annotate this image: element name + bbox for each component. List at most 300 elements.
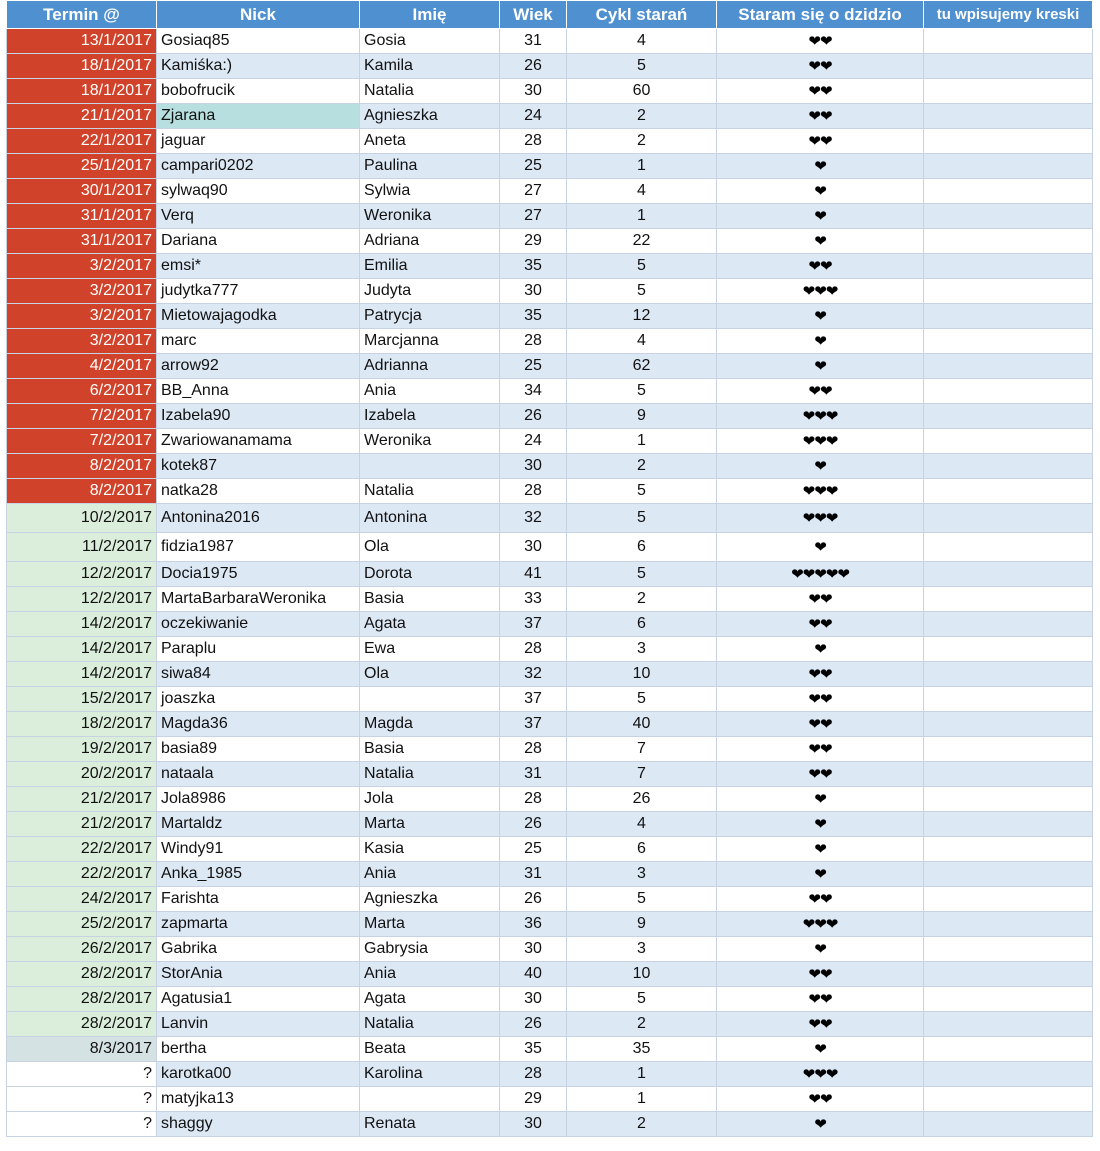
kreski-cell[interactable] xyxy=(924,229,1093,254)
imie-cell[interactable]: Aneta xyxy=(360,129,500,154)
imie-cell[interactable]: Gabrysia xyxy=(360,937,500,962)
wiek-cell[interactable]: 29 xyxy=(500,229,567,254)
wiek-cell[interactable]: 35 xyxy=(500,1037,567,1062)
cykl-cell[interactable]: 7 xyxy=(567,737,717,762)
header-nick[interactable]: Nick xyxy=(157,1,360,29)
imie-cell[interactable]: Ania xyxy=(360,962,500,987)
termin-cell[interactable]: 21/2/2017 xyxy=(7,787,157,812)
hearts-cell[interactable]: ❤❤ xyxy=(717,1087,924,1112)
imie-cell[interactable]: Karolina xyxy=(360,1062,500,1087)
nick-cell[interactable]: marc xyxy=(157,329,360,354)
termin-cell[interactable]: 7/2/2017 xyxy=(7,404,157,429)
kreski-cell[interactable] xyxy=(924,129,1093,154)
termin-cell[interactable]: 12/2/2017 xyxy=(7,562,157,587)
termin-cell[interactable]: 31/1/2017 xyxy=(7,229,157,254)
hearts-cell[interactable]: ❤❤❤ xyxy=(717,279,924,304)
cykl-cell[interactable]: 9 xyxy=(567,912,717,937)
nick-cell[interactable]: Kamiśka:) xyxy=(157,54,360,79)
imie-cell[interactable]: Kasia xyxy=(360,837,500,862)
wiek-cell[interactable]: 32 xyxy=(500,504,567,533)
wiek-cell[interactable]: 28 xyxy=(500,329,567,354)
cykl-cell[interactable]: 5 xyxy=(567,379,717,404)
kreski-cell[interactable] xyxy=(924,612,1093,637)
nick-cell[interactable]: Gosiaq85 xyxy=(157,29,360,54)
cykl-cell[interactable]: 35 xyxy=(567,1037,717,1062)
cykl-cell[interactable]: 4 xyxy=(567,29,717,54)
cykl-cell[interactable]: 6 xyxy=(567,837,717,862)
kreski-cell[interactable] xyxy=(924,1062,1093,1087)
kreski-cell[interactable] xyxy=(924,79,1093,104)
termin-cell[interactable]: 6/2/2017 xyxy=(7,379,157,404)
hearts-cell[interactable]: ❤ xyxy=(717,354,924,379)
kreski-cell[interactable] xyxy=(924,812,1093,837)
nick-cell[interactable]: Zwariowanamama xyxy=(157,429,360,454)
hearts-cell[interactable]: ❤ xyxy=(717,204,924,229)
cykl-cell[interactable]: 5 xyxy=(567,54,717,79)
wiek-cell[interactable]: 26 xyxy=(500,887,567,912)
imie-cell[interactable]: Adriana xyxy=(360,229,500,254)
kreski-cell[interactable] xyxy=(924,862,1093,887)
termin-cell[interactable]: ? xyxy=(7,1087,157,1112)
header-termin[interactable]: Termin @ xyxy=(7,1,157,29)
cykl-cell[interactable]: 3 xyxy=(567,637,717,662)
kreski-cell[interactable] xyxy=(924,762,1093,787)
hearts-cell[interactable]: ❤❤❤ xyxy=(717,1062,924,1087)
wiek-cell[interactable]: 41 xyxy=(500,562,567,587)
kreski-cell[interactable] xyxy=(924,454,1093,479)
imie-cell[interactable]: Paulina xyxy=(360,154,500,179)
termin-cell[interactable]: 22/1/2017 xyxy=(7,129,157,154)
termin-cell[interactable]: 3/2/2017 xyxy=(7,329,157,354)
header-wiek[interactable]: Wiek xyxy=(500,1,567,29)
kreski-cell[interactable] xyxy=(924,204,1093,229)
kreski-cell[interactable] xyxy=(924,737,1093,762)
imie-cell[interactable]: Basia xyxy=(360,587,500,612)
cykl-cell[interactable]: 7 xyxy=(567,762,717,787)
imie-cell[interactable]: Magda xyxy=(360,712,500,737)
termin-cell[interactable]: 4/2/2017 xyxy=(7,354,157,379)
termin-cell[interactable]: 26/2/2017 xyxy=(7,937,157,962)
hearts-cell[interactable]: ❤ xyxy=(717,229,924,254)
cykl-cell[interactable]: 1 xyxy=(567,1062,717,1087)
cykl-cell[interactable]: 10 xyxy=(567,962,717,987)
nick-cell[interactable]: jaguar xyxy=(157,129,360,154)
nick-cell[interactable]: Martaldz xyxy=(157,812,360,837)
termin-cell[interactable]: 11/2/2017 xyxy=(7,533,157,562)
imie-cell[interactable]: Ania xyxy=(360,379,500,404)
wiek-cell[interactable]: 24 xyxy=(500,429,567,454)
imie-cell[interactable]: Marta xyxy=(360,812,500,837)
hearts-cell[interactable]: ❤❤ xyxy=(717,987,924,1012)
wiek-cell[interactable]: 28 xyxy=(500,129,567,154)
termin-cell[interactable]: 8/2/2017 xyxy=(7,454,157,479)
imie-cell[interactable] xyxy=(360,454,500,479)
hearts-cell[interactable]: ❤❤ xyxy=(717,687,924,712)
wiek-cell[interactable]: 27 xyxy=(500,179,567,204)
hearts-cell[interactable]: ❤ xyxy=(717,179,924,204)
wiek-cell[interactable]: 34 xyxy=(500,379,567,404)
termin-cell[interactable]: 28/2/2017 xyxy=(7,987,157,1012)
kreski-cell[interactable] xyxy=(924,1087,1093,1112)
kreski-cell[interactable] xyxy=(924,987,1093,1012)
kreski-cell[interactable] xyxy=(924,937,1093,962)
hearts-cell[interactable]: ❤❤ xyxy=(717,662,924,687)
imie-cell[interactable]: Marta xyxy=(360,912,500,937)
hearts-cell[interactable]: ❤ xyxy=(717,837,924,862)
wiek-cell[interactable]: 32 xyxy=(500,662,567,687)
cykl-cell[interactable]: 4 xyxy=(567,179,717,204)
cykl-cell[interactable]: 1 xyxy=(567,429,717,454)
cykl-cell[interactable]: 3 xyxy=(567,937,717,962)
nick-cell[interactable]: matyjka13 xyxy=(157,1087,360,1112)
imie-cell[interactable]: Agata xyxy=(360,987,500,1012)
wiek-cell[interactable]: 25 xyxy=(500,154,567,179)
imie-cell[interactable]: Agnieszka xyxy=(360,887,500,912)
termin-cell[interactable]: 3/2/2017 xyxy=(7,279,157,304)
wiek-cell[interactable]: 31 xyxy=(500,29,567,54)
imie-cell[interactable]: Ola xyxy=(360,662,500,687)
wiek-cell[interactable]: 30 xyxy=(500,279,567,304)
wiek-cell[interactable]: 27 xyxy=(500,204,567,229)
kreski-cell[interactable] xyxy=(924,329,1093,354)
imie-cell[interactable]: Weronika xyxy=(360,429,500,454)
imie-cell[interactable]: Kamila xyxy=(360,54,500,79)
nick-cell[interactable]: nataala xyxy=(157,762,360,787)
imie-cell[interactable]: Patrycja xyxy=(360,304,500,329)
hearts-cell[interactable]: ❤❤❤ xyxy=(717,912,924,937)
termin-cell[interactable]: 28/2/2017 xyxy=(7,1012,157,1037)
imie-cell[interactable]: Natalia xyxy=(360,79,500,104)
cykl-cell[interactable]: 3 xyxy=(567,862,717,887)
termin-cell[interactable]: 3/2/2017 xyxy=(7,254,157,279)
imie-cell[interactable]: Weronika xyxy=(360,204,500,229)
kreski-cell[interactable] xyxy=(924,562,1093,587)
cykl-cell[interactable]: 5 xyxy=(567,279,717,304)
hearts-cell[interactable]: ❤❤ xyxy=(717,762,924,787)
nick-cell[interactable]: sylwaq90 xyxy=(157,179,360,204)
termin-cell[interactable]: 21/2/2017 xyxy=(7,812,157,837)
nick-cell[interactable]: Verq xyxy=(157,204,360,229)
kreski-cell[interactable] xyxy=(924,533,1093,562)
nick-cell[interactable]: judytka777 xyxy=(157,279,360,304)
kreski-cell[interactable] xyxy=(924,1112,1093,1137)
nick-cell[interactable]: Agatusia1 xyxy=(157,987,360,1012)
kreski-cell[interactable] xyxy=(924,712,1093,737)
kreski-cell[interactable] xyxy=(924,179,1093,204)
nick-cell[interactable]: fidzia1987 xyxy=(157,533,360,562)
imie-cell[interactable]: Natalia xyxy=(360,762,500,787)
termin-cell[interactable]: 19/2/2017 xyxy=(7,737,157,762)
termin-cell[interactable]: 8/2/2017 xyxy=(7,479,157,504)
cykl-cell[interactable]: 2 xyxy=(567,587,717,612)
nick-cell[interactable]: joaszka xyxy=(157,687,360,712)
imie-cell[interactable]: Adrianna xyxy=(360,354,500,379)
kreski-cell[interactable] xyxy=(924,687,1093,712)
kreski-cell[interactable] xyxy=(924,279,1093,304)
hearts-cell[interactable]: ❤ xyxy=(717,1037,924,1062)
cykl-cell[interactable]: 5 xyxy=(567,687,717,712)
imie-cell[interactable]: Beata xyxy=(360,1037,500,1062)
imie-cell[interactable]: Ewa xyxy=(360,637,500,662)
nick-cell[interactable]: siwa84 xyxy=(157,662,360,687)
nick-cell[interactable]: Antonina2016 xyxy=(157,504,360,533)
wiek-cell[interactable]: 24 xyxy=(500,104,567,129)
cykl-cell[interactable]: 62 xyxy=(567,354,717,379)
wiek-cell[interactable]: 30 xyxy=(500,533,567,562)
cykl-cell[interactable]: 4 xyxy=(567,329,717,354)
cykl-cell[interactable]: 12 xyxy=(567,304,717,329)
imie-cell[interactable]: Marcjanna xyxy=(360,329,500,354)
nick-cell[interactable]: Docia1975 xyxy=(157,562,360,587)
wiek-cell[interactable]: 31 xyxy=(500,762,567,787)
nick-cell[interactable]: bertha xyxy=(157,1037,360,1062)
hearts-cell[interactable]: ❤❤ xyxy=(717,29,924,54)
termin-cell[interactable]: ? xyxy=(7,1112,157,1137)
nick-cell[interactable]: emsi* xyxy=(157,254,360,279)
header-staram-sie[interactable]: Staram się o dzidzio xyxy=(717,1,924,29)
hearts-cell[interactable]: ❤❤❤ xyxy=(717,404,924,429)
imie-cell[interactable]: Judyta xyxy=(360,279,500,304)
termin-cell[interactable]: 10/2/2017 xyxy=(7,504,157,533)
imie-cell[interactable]: Antonina xyxy=(360,504,500,533)
hearts-cell[interactable]: ❤❤ xyxy=(717,254,924,279)
hearts-cell[interactable]: ❤ xyxy=(717,937,924,962)
imie-cell[interactable]: Gosia xyxy=(360,29,500,54)
hearts-cell[interactable]: ❤ xyxy=(717,454,924,479)
termin-cell[interactable]: 21/1/2017 xyxy=(7,104,157,129)
kreski-cell[interactable] xyxy=(924,429,1093,454)
wiek-cell[interactable]: 29 xyxy=(500,1087,567,1112)
imie-cell[interactable]: Jola xyxy=(360,787,500,812)
hearts-cell[interactable]: ❤❤ xyxy=(717,887,924,912)
termin-cell[interactable]: 3/2/2017 xyxy=(7,304,157,329)
cykl-cell[interactable]: 2 xyxy=(567,129,717,154)
termin-cell[interactable]: 15/2/2017 xyxy=(7,687,157,712)
imie-cell[interactable]: Natalia xyxy=(360,1012,500,1037)
termin-cell[interactable]: 22/2/2017 xyxy=(7,837,157,862)
nick-cell[interactable]: Dariana xyxy=(157,229,360,254)
termin-cell[interactable]: 18/2/2017 xyxy=(7,712,157,737)
cykl-cell[interactable]: 5 xyxy=(567,479,717,504)
wiek-cell[interactable]: 30 xyxy=(500,454,567,479)
wiek-cell[interactable]: 40 xyxy=(500,962,567,987)
termin-cell[interactable]: 13/1/2017 xyxy=(7,29,157,54)
kreski-cell[interactable] xyxy=(924,637,1093,662)
nick-cell[interactable]: Mietowajagodka xyxy=(157,304,360,329)
termin-cell[interactable]: ? xyxy=(7,1062,157,1087)
hearts-cell[interactable]: ❤❤❤ xyxy=(717,479,924,504)
wiek-cell[interactable]: 28 xyxy=(500,479,567,504)
nick-cell[interactable]: karotka00 xyxy=(157,1062,360,1087)
wiek-cell[interactable]: 30 xyxy=(500,1112,567,1137)
imie-cell[interactable]: Basia xyxy=(360,737,500,762)
kreski-cell[interactable] xyxy=(924,154,1093,179)
hearts-cell[interactable]: ❤❤❤ xyxy=(717,429,924,454)
cykl-cell[interactable]: 1 xyxy=(567,204,717,229)
termin-cell[interactable]: 31/1/2017 xyxy=(7,204,157,229)
cykl-cell[interactable]: 5 xyxy=(567,887,717,912)
hearts-cell[interactable]: ❤❤❤ xyxy=(717,504,924,533)
imie-cell[interactable]: Ania xyxy=(360,862,500,887)
nick-cell[interactable]: BB_Anna xyxy=(157,379,360,404)
nick-cell[interactable]: Zjarana xyxy=(157,104,360,129)
imie-cell[interactable]: Izabela xyxy=(360,404,500,429)
imie-cell[interactable]: Agnieszka xyxy=(360,104,500,129)
cykl-cell[interactable]: 1 xyxy=(567,1087,717,1112)
nick-cell[interactable]: zapmarta xyxy=(157,912,360,937)
termin-cell[interactable]: 18/1/2017 xyxy=(7,79,157,104)
nick-cell[interactable]: Magda36 xyxy=(157,712,360,737)
nick-cell[interactable]: Lanvin xyxy=(157,1012,360,1037)
nick-cell[interactable]: Windy91 xyxy=(157,837,360,862)
header-cykl[interactable]: Cykl starań xyxy=(567,1,717,29)
nick-cell[interactable]: arrow92 xyxy=(157,354,360,379)
cykl-cell[interactable]: 5 xyxy=(567,254,717,279)
kreski-cell[interactable] xyxy=(924,354,1093,379)
wiek-cell[interactable]: 37 xyxy=(500,612,567,637)
cykl-cell[interactable]: 1 xyxy=(567,154,717,179)
nick-cell[interactable]: Farishta xyxy=(157,887,360,912)
cykl-cell[interactable]: 6 xyxy=(567,612,717,637)
kreski-cell[interactable] xyxy=(924,662,1093,687)
termin-cell[interactable]: 12/2/2017 xyxy=(7,587,157,612)
termin-cell[interactable]: 20/2/2017 xyxy=(7,762,157,787)
hearts-cell[interactable]: ❤❤❤❤❤ xyxy=(717,562,924,587)
hearts-cell[interactable]: ❤ xyxy=(717,812,924,837)
wiek-cell[interactable]: 35 xyxy=(500,254,567,279)
termin-cell[interactable]: 14/2/2017 xyxy=(7,662,157,687)
hearts-cell[interactable]: ❤❤ xyxy=(717,962,924,987)
kreski-cell[interactable] xyxy=(924,587,1093,612)
hearts-cell[interactable]: ❤❤ xyxy=(717,587,924,612)
kreski-cell[interactable] xyxy=(924,887,1093,912)
wiek-cell[interactable]: 28 xyxy=(500,787,567,812)
kreski-cell[interactable] xyxy=(924,254,1093,279)
nick-cell[interactable]: shaggy xyxy=(157,1112,360,1137)
imie-cell[interactable]: Sylwia xyxy=(360,179,500,204)
kreski-cell[interactable] xyxy=(924,1037,1093,1062)
termin-cell[interactable]: 25/2/2017 xyxy=(7,912,157,937)
kreski-cell[interactable] xyxy=(924,504,1093,533)
nick-cell[interactable]: basia89 xyxy=(157,737,360,762)
kreski-cell[interactable] xyxy=(924,54,1093,79)
kreski-cell[interactable] xyxy=(924,787,1093,812)
header-imie[interactable]: Imię xyxy=(360,1,500,29)
cykl-cell[interactable]: 26 xyxy=(567,787,717,812)
cykl-cell[interactable]: 2 xyxy=(567,1012,717,1037)
kreski-cell[interactable] xyxy=(924,29,1093,54)
header-kreski[interactable]: tu wpisujemy kreski xyxy=(924,1,1093,29)
imie-cell[interactable]: Agata xyxy=(360,612,500,637)
hearts-cell[interactable]: ❤ xyxy=(717,329,924,354)
kreski-cell[interactable] xyxy=(924,479,1093,504)
wiek-cell[interactable]: 33 xyxy=(500,587,567,612)
imie-cell[interactable]: Natalia xyxy=(360,479,500,504)
nick-cell[interactable]: Anka_1985 xyxy=(157,862,360,887)
wiek-cell[interactable]: 30 xyxy=(500,937,567,962)
hearts-cell[interactable]: ❤❤ xyxy=(717,129,924,154)
hearts-cell[interactable]: ❤❤ xyxy=(717,712,924,737)
termin-cell[interactable]: 22/2/2017 xyxy=(7,862,157,887)
nick-cell[interactable]: Jola8986 xyxy=(157,787,360,812)
wiek-cell[interactable]: 37 xyxy=(500,712,567,737)
hearts-cell[interactable]: ❤❤ xyxy=(717,1012,924,1037)
kreski-cell[interactable] xyxy=(924,837,1093,862)
wiek-cell[interactable]: 26 xyxy=(500,54,567,79)
imie-cell[interactable] xyxy=(360,1087,500,1112)
wiek-cell[interactable]: 25 xyxy=(500,354,567,379)
hearts-cell[interactable]: ❤❤ xyxy=(717,737,924,762)
termin-cell[interactable]: 30/1/2017 xyxy=(7,179,157,204)
kreski-cell[interactable] xyxy=(924,912,1093,937)
imie-cell[interactable]: Dorota xyxy=(360,562,500,587)
hearts-cell[interactable]: ❤ xyxy=(717,533,924,562)
hearts-cell[interactable]: ❤ xyxy=(717,862,924,887)
termin-cell[interactable]: 8/3/2017 xyxy=(7,1037,157,1062)
cykl-cell[interactable]: 2 xyxy=(567,104,717,129)
termin-cell[interactable]: 25/1/2017 xyxy=(7,154,157,179)
hearts-cell[interactable]: ❤❤ xyxy=(717,54,924,79)
hearts-cell[interactable]: ❤❤ xyxy=(717,104,924,129)
kreski-cell[interactable] xyxy=(924,104,1093,129)
nick-cell[interactable]: StorAnia xyxy=(157,962,360,987)
hearts-cell[interactable]: ❤❤ xyxy=(717,612,924,637)
cykl-cell[interactable]: 10 xyxy=(567,662,717,687)
cykl-cell[interactable]: 6 xyxy=(567,533,717,562)
nick-cell[interactable]: campari0202 xyxy=(157,154,360,179)
nick-cell[interactable]: Gabrika xyxy=(157,937,360,962)
wiek-cell[interactable]: 26 xyxy=(500,404,567,429)
nick-cell[interactable]: kotek87 xyxy=(157,454,360,479)
kreski-cell[interactable] xyxy=(924,1012,1093,1037)
kreski-cell[interactable] xyxy=(924,379,1093,404)
cykl-cell[interactable]: 9 xyxy=(567,404,717,429)
hearts-cell[interactable]: ❤ xyxy=(717,637,924,662)
termin-cell[interactable]: 14/2/2017 xyxy=(7,612,157,637)
imie-cell[interactable] xyxy=(360,687,500,712)
wiek-cell[interactable]: 37 xyxy=(500,687,567,712)
imie-cell[interactable]: Renata xyxy=(360,1112,500,1137)
nick-cell[interactable]: Paraplu xyxy=(157,637,360,662)
hearts-cell[interactable]: ❤ xyxy=(717,304,924,329)
cykl-cell[interactable]: 4 xyxy=(567,812,717,837)
cykl-cell[interactable]: 2 xyxy=(567,454,717,479)
termin-cell[interactable]: 14/2/2017 xyxy=(7,637,157,662)
cykl-cell[interactable]: 5 xyxy=(567,562,717,587)
hearts-cell[interactable]: ❤ xyxy=(717,1112,924,1137)
cykl-cell[interactable]: 5 xyxy=(567,987,717,1012)
wiek-cell[interactable]: 35 xyxy=(500,304,567,329)
hearts-cell[interactable]: ❤❤ xyxy=(717,379,924,404)
nick-cell[interactable]: bobofrucik xyxy=(157,79,360,104)
cykl-cell[interactable]: 22 xyxy=(567,229,717,254)
wiek-cell[interactable]: 30 xyxy=(500,79,567,104)
wiek-cell[interactable]: 30 xyxy=(500,987,567,1012)
nick-cell[interactable]: oczekiwanie xyxy=(157,612,360,637)
imie-cell[interactable]: Ola xyxy=(360,533,500,562)
nick-cell[interactable]: Izabela90 xyxy=(157,404,360,429)
nick-cell[interactable]: natka28 xyxy=(157,479,360,504)
cykl-cell[interactable]: 5 xyxy=(567,504,717,533)
termin-cell[interactable]: 28/2/2017 xyxy=(7,962,157,987)
nick-cell[interactable]: MartaBarbaraWeronika xyxy=(157,587,360,612)
wiek-cell[interactable]: 36 xyxy=(500,912,567,937)
wiek-cell[interactable]: 25 xyxy=(500,837,567,862)
wiek-cell[interactable]: 31 xyxy=(500,862,567,887)
wiek-cell[interactable]: 26 xyxy=(500,812,567,837)
cykl-cell[interactable]: 60 xyxy=(567,79,717,104)
hearts-cell[interactable]: ❤ xyxy=(717,154,924,179)
